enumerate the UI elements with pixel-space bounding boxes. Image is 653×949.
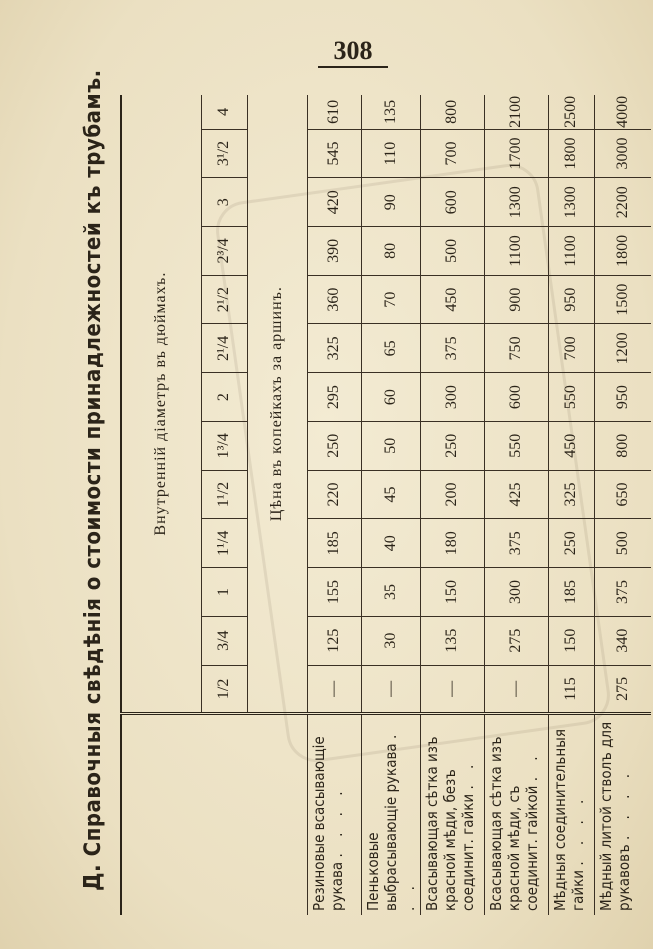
value-cell: 600 bbox=[484, 373, 548, 422]
value-cell: — bbox=[361, 665, 420, 714]
value-cell: 360 bbox=[307, 275, 361, 324]
value-cell: 250 bbox=[548, 519, 594, 568]
size-header: 1 bbox=[201, 568, 247, 617]
value-cell: 135 bbox=[420, 616, 484, 665]
value-cell: 125 bbox=[307, 616, 361, 665]
value-cell: 1700 bbox=[484, 129, 548, 178]
row-label-text: Мѣдныя соединительныя гайки bbox=[550, 729, 587, 911]
value-cell: 610 bbox=[307, 95, 361, 129]
size-header: 3¹/2 bbox=[201, 129, 247, 178]
header-price-cell bbox=[247, 95, 307, 714]
value-cell: 550 bbox=[548, 373, 594, 422]
size-header: 1¹/2 bbox=[201, 470, 247, 519]
row-label-text: Мѣдный литой стволъ для рукавовъ bbox=[596, 721, 633, 911]
price-table bbox=[120, 95, 651, 915]
size-header: 2¹/4 bbox=[201, 324, 247, 373]
section-heading bbox=[80, 69, 114, 891]
size-header: 4 bbox=[201, 95, 247, 129]
value-cell: 420 bbox=[307, 178, 361, 227]
value-cell: 250 bbox=[420, 421, 484, 470]
table-row bbox=[548, 95, 594, 915]
value-cell: 150 bbox=[420, 568, 484, 617]
value-cell: 295 bbox=[307, 373, 361, 422]
value-cell: 185 bbox=[548, 568, 594, 617]
value-cell: 750 bbox=[484, 324, 548, 373]
value-cell: 1800 bbox=[548, 129, 594, 178]
value-cell: 1200 bbox=[594, 324, 651, 373]
value-cell: 1100 bbox=[548, 227, 594, 276]
size-header: 2 bbox=[201, 373, 247, 422]
value-cell: 250 bbox=[307, 421, 361, 470]
value-cell: 2100 bbox=[484, 95, 548, 129]
value-cell: 375 bbox=[420, 324, 484, 373]
value-cell: 1800 bbox=[594, 227, 651, 276]
value-cell: 325 bbox=[307, 324, 361, 373]
value-cell: 340 bbox=[594, 616, 651, 665]
header-row-diameter bbox=[121, 95, 201, 915]
value-cell: 200 bbox=[420, 470, 484, 519]
row-label: Пеньковые выбрасывающіе рукава . . . bbox=[361, 714, 420, 915]
value-cell: 390 bbox=[307, 227, 361, 276]
size-header: 1/2 bbox=[201, 665, 247, 714]
value-cell: 545 bbox=[307, 129, 361, 178]
value-cell: 1300 bbox=[484, 178, 548, 227]
rotated-content bbox=[80, 69, 640, 915]
row-label: Мѣдныя соединительныя гайки . . . . bbox=[548, 714, 594, 915]
header-diameter: Внутренній діаметръ въ дюймахъ. bbox=[152, 271, 170, 536]
value-cell: 1100 bbox=[484, 227, 548, 276]
value-cell: 800 bbox=[420, 95, 484, 129]
value-cell: 325 bbox=[548, 470, 594, 519]
section-title: Справочныя свѣдѣнія о стоимости принадлежностей къ трубамъ. bbox=[81, 69, 106, 857]
row-label: Резиновые всасывающіе рукава . . . . bbox=[307, 714, 361, 915]
size-header: 1³/4 bbox=[201, 421, 247, 470]
value-cell: 3000 bbox=[594, 129, 651, 178]
value-cell: 450 bbox=[420, 275, 484, 324]
value-cell: 275 bbox=[484, 616, 548, 665]
value-cell: 150 bbox=[548, 616, 594, 665]
value-cell: 60 bbox=[361, 373, 420, 422]
value-cell: 185 bbox=[307, 519, 361, 568]
value-cell: 115 bbox=[548, 665, 594, 714]
value-cell: 1500 bbox=[594, 275, 651, 324]
value-cell: — bbox=[484, 665, 548, 714]
value-cell: 70 bbox=[361, 275, 420, 324]
value-cell: 950 bbox=[548, 275, 594, 324]
value-cell: 550 bbox=[484, 421, 548, 470]
value-cell: 700 bbox=[548, 324, 594, 373]
value-cell: 450 bbox=[548, 421, 594, 470]
value-cell: 50 bbox=[361, 421, 420, 470]
value-cell: 40 bbox=[361, 519, 420, 568]
value-cell: 500 bbox=[594, 519, 651, 568]
table-row bbox=[361, 95, 420, 915]
value-cell: 2500 bbox=[548, 95, 594, 129]
value-cell: 275 bbox=[594, 665, 651, 714]
table-row bbox=[420, 95, 484, 915]
value-cell: 155 bbox=[307, 568, 361, 617]
value-cell: 4000 bbox=[594, 95, 651, 129]
value-cell: 80 bbox=[361, 227, 420, 276]
value-cell: 375 bbox=[594, 568, 651, 617]
header-price: Цѣна въ копейкахъ за аршинъ. bbox=[268, 286, 285, 522]
value-cell: 700 bbox=[420, 129, 484, 178]
value-cell: 300 bbox=[420, 373, 484, 422]
value-cell: 425 bbox=[484, 470, 548, 519]
row-label-text: Резиновые всасывающіе рукава bbox=[309, 736, 346, 911]
row-label: Мѣдный литой стволъ для рукавовъ . . . . bbox=[594, 714, 651, 915]
value-cell: 1300 bbox=[548, 178, 594, 227]
value-cell: 375 bbox=[484, 519, 548, 568]
value-cell: 110 bbox=[361, 129, 420, 178]
row-label-header bbox=[121, 714, 307, 915]
row-label: Всасывающая сѣтка изъ красной мѣди, безъ соединит. гайки . . bbox=[420, 714, 484, 915]
row-label: Всасывающая сѣтка изъ красной мѣди, съ соединит. гайкой . . bbox=[484, 714, 548, 915]
row-label-text: Пеньковые выбрасывающіе рукава bbox=[363, 743, 400, 911]
value-cell: 135 bbox=[361, 95, 420, 129]
size-header: 2³/4 bbox=[201, 227, 247, 276]
table-row bbox=[484, 95, 548, 915]
header-diameter-cell bbox=[121, 95, 201, 714]
value-cell: 650 bbox=[594, 470, 651, 519]
value-cell: 180 bbox=[420, 519, 484, 568]
value-cell: 220 bbox=[307, 470, 361, 519]
size-header: 3/4 bbox=[201, 616, 247, 665]
size-header: 1¹/4 bbox=[201, 519, 247, 568]
value-cell: — bbox=[307, 665, 361, 714]
table-row bbox=[307, 95, 361, 915]
value-cell: 90 bbox=[361, 178, 420, 227]
value-cell: 30 bbox=[361, 616, 420, 665]
row-label-text: Всасывающая сѣтка изъ красной мѣди, безъ соединит. гайки bbox=[422, 736, 477, 911]
value-cell: 300 bbox=[484, 568, 548, 617]
value-cell: 900 bbox=[484, 275, 548, 324]
size-header: 2¹/2 bbox=[201, 275, 247, 324]
row-label-text: Всасывающая сѣтка изъ красной мѣди, съ соединит. гайкой bbox=[486, 736, 541, 911]
value-cell: 35 bbox=[361, 568, 420, 617]
value-cell: 950 bbox=[594, 373, 651, 422]
size-header: 3 bbox=[201, 178, 247, 227]
page-number: 308 bbox=[318, 36, 388, 68]
section-letter: Д. bbox=[80, 863, 106, 891]
value-cell: 500 bbox=[420, 227, 484, 276]
value-cell: 65 bbox=[361, 324, 420, 373]
value-cell: 800 bbox=[594, 421, 651, 470]
value-cell: 600 bbox=[420, 178, 484, 227]
value-cell: 2200 bbox=[594, 178, 651, 227]
value-cell: 45 bbox=[361, 470, 420, 519]
value-cell: — bbox=[420, 665, 484, 714]
table-row bbox=[594, 95, 651, 915]
